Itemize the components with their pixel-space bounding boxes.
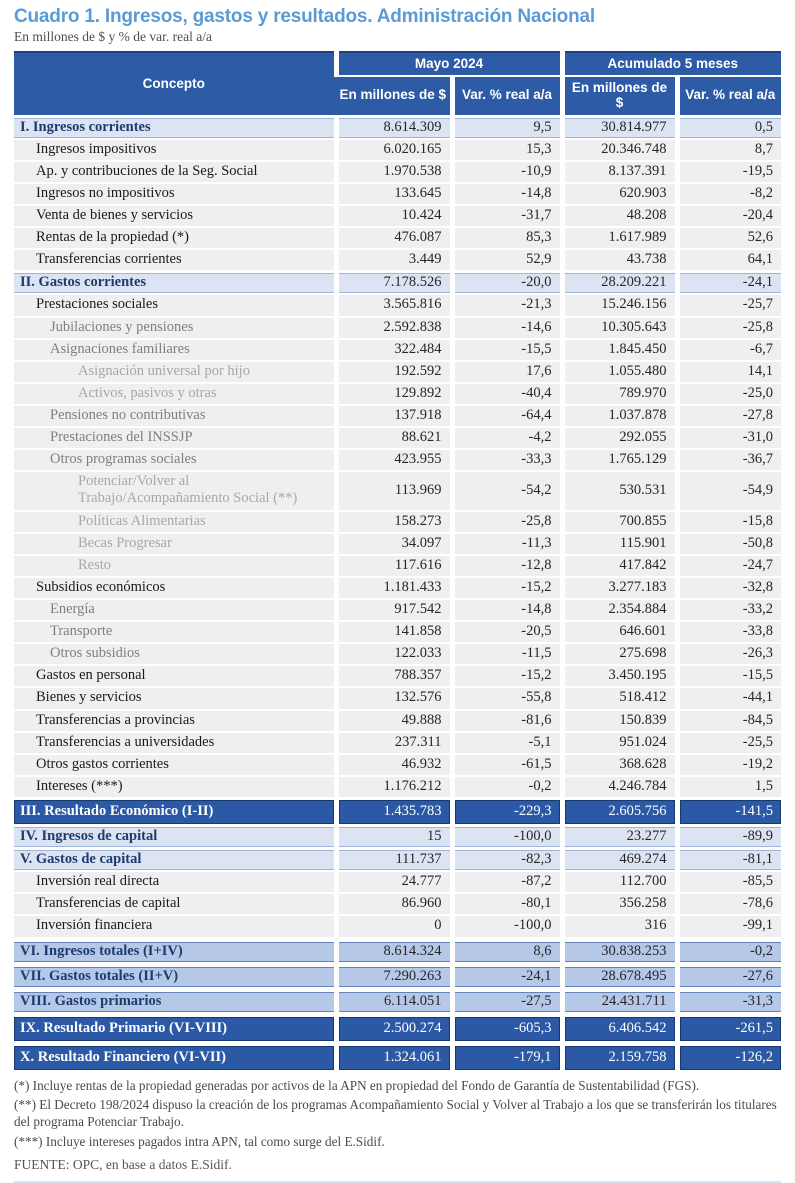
value-cell: -24,7: [677, 555, 781, 577]
concept-cell: III. Resultado Económico (I-II): [14, 798, 336, 825]
table-row: [14, 183, 781, 205]
value-cell: 111.737: [336, 849, 452, 872]
concept-cell: Gastos en personal: [14, 665, 336, 687]
concept-cell: X. Resultado Financiero (VI-VII): [14, 1044, 336, 1071]
concept-cell: Transferencias de capital: [14, 893, 336, 915]
value-cell: 1.181.433: [336, 577, 452, 599]
value-cell: 8.137.391: [562, 161, 677, 183]
value-cell: 1.037.878: [562, 405, 677, 427]
concept-cell: Transferencias corrientes: [14, 249, 336, 272]
value-cell: 88.621: [336, 427, 452, 449]
page-subtitle: En millones de $ y % de var. real a/a: [14, 29, 212, 44]
concept-cell: Transporte: [14, 621, 336, 643]
value-cell: -25,0: [677, 383, 781, 405]
value-cell: 1.324.061: [336, 1044, 452, 1071]
col-header-mayo-var: Var. % real a/a: [452, 76, 562, 117]
value-cell: 137.918: [336, 405, 452, 427]
table-row: [14, 427, 781, 449]
group-header-acumulado: Acumulado 5 meses: [562, 52, 781, 76]
value-cell: 8.614.309: [336, 116, 452, 139]
concept-cell: Políticas Alimentarias: [14, 511, 336, 533]
value-cell: -36,7: [677, 449, 781, 471]
value-cell: 2.592.838: [336, 317, 452, 339]
value-cell: 28.209.221: [562, 272, 677, 295]
value-cell: 951.024: [562, 732, 677, 754]
value-cell: 1.845.450: [562, 339, 677, 361]
value-cell: 150.839: [562, 710, 677, 732]
value-cell: -229,3: [452, 798, 562, 825]
value-cell: 620.903: [562, 183, 677, 205]
concept-cell: Energía: [14, 599, 336, 621]
value-cell: -81,6: [452, 710, 562, 732]
budget-table: [14, 51, 781, 1070]
concept-cell: IV. Ingresos de capital: [14, 826, 336, 849]
value-cell: -11,5: [452, 643, 562, 665]
value-cell: 3.565.816: [336, 294, 452, 316]
value-cell: 476.087: [336, 227, 452, 249]
value-cell: -27,5: [452, 989, 562, 1014]
value-cell: 122.033: [336, 643, 452, 665]
page-title: Cuadro 1. Ingresos, gastos y resultados. Administración Nacional: [14, 6, 595, 27]
value-cell: -31,3: [677, 989, 781, 1014]
value-cell: 7.290.263: [336, 964, 452, 989]
value-cell: -126,2: [677, 1044, 781, 1071]
value-cell: -54,9: [677, 471, 781, 510]
value-cell: -44,1: [677, 687, 781, 709]
value-cell: 15: [336, 826, 452, 849]
value-cell: 23.277: [562, 826, 677, 849]
value-cell: -84,5: [677, 710, 781, 732]
value-cell: -15,2: [452, 577, 562, 599]
value-cell: 15.246.156: [562, 294, 677, 316]
value-cell: -25,8: [452, 511, 562, 533]
value-cell: -64,4: [452, 405, 562, 427]
value-cell: -4,2: [452, 427, 562, 449]
value-cell: 1.970.538: [336, 161, 452, 183]
value-cell: 0,5: [677, 116, 781, 139]
value-cell: 3.449: [336, 249, 452, 272]
header-group-row: [14, 52, 781, 76]
value-cell: -40,4: [452, 383, 562, 405]
value-cell: 789.970: [562, 383, 677, 405]
value-cell: -0,2: [677, 939, 781, 964]
value-cell: 24.777: [336, 871, 452, 893]
value-cell: -100,0: [452, 826, 562, 849]
value-cell: -25,8: [677, 317, 781, 339]
value-cell: 49.888: [336, 710, 452, 732]
value-cell: -81,1: [677, 849, 781, 872]
value-cell: -261,5: [677, 1014, 781, 1043]
value-cell: 1.435.783: [336, 798, 452, 825]
value-cell: -87,2: [452, 871, 562, 893]
value-cell: -89,9: [677, 826, 781, 849]
value-cell: 530.531: [562, 471, 677, 510]
value-cell: 133.645: [336, 183, 452, 205]
value-cell: 86.960: [336, 893, 452, 915]
value-cell: 9,5: [452, 116, 562, 139]
value-cell: -19,2: [677, 754, 781, 776]
value-cell: 43.738: [562, 249, 677, 272]
concept-column-header: Concepto: [14, 52, 336, 116]
table-row: [14, 161, 781, 183]
value-cell: -24,1: [452, 964, 562, 989]
group-header-mayo: Mayo 2024: [336, 52, 562, 76]
value-cell: 112.700: [562, 871, 677, 893]
value-cell: -85,5: [677, 871, 781, 893]
table-row: [14, 533, 781, 555]
value-cell: 237.311: [336, 732, 452, 754]
value-cell: 10.424: [336, 205, 452, 227]
concept-cell: VIII. Gastos primarios: [14, 989, 336, 1014]
concept-cell: Ingresos impositivos: [14, 139, 336, 161]
value-cell: 1.617.989: [562, 227, 677, 249]
table-row: [14, 249, 781, 272]
table-row: [14, 871, 781, 893]
concept-cell: Jubilaciones y pensiones: [14, 317, 336, 339]
footnote-1: (*) Incluye rentas de la propiedad generadas por activos de la APN en propiedad del Fondo de Garantía de Sustentabilidad (FGS).: [14, 1078, 700, 1094]
value-cell: -5,1: [452, 732, 562, 754]
value-cell: -27,8: [677, 405, 781, 427]
table-row: [14, 776, 781, 799]
value-cell: 64,1: [677, 249, 781, 272]
value-cell: -15,2: [452, 665, 562, 687]
value-cell: 2.605.756: [562, 798, 677, 825]
value-cell: 129.892: [336, 383, 452, 405]
concept-cell: IX. Resultado Primario (VI-VIII): [14, 1014, 336, 1043]
table-row: [14, 732, 781, 754]
value-cell: 34.097: [336, 533, 452, 555]
concept-cell: Venta de bienes y servicios: [14, 205, 336, 227]
value-cell: -82,3: [452, 849, 562, 872]
value-cell: 52,9: [452, 249, 562, 272]
value-cell: -26,3: [677, 643, 781, 665]
value-cell: 8,6: [452, 939, 562, 964]
table-row: [14, 116, 781, 139]
value-cell: 17,6: [452, 361, 562, 383]
value-cell: 4.246.784: [562, 776, 677, 799]
value-cell: 356.258: [562, 893, 677, 915]
value-cell: 52,6: [677, 227, 781, 249]
concept-cell: Rentas de la propiedad (*): [14, 227, 336, 249]
value-cell: 30.814.977: [562, 116, 677, 139]
value-cell: -14,8: [452, 599, 562, 621]
value-cell: 788.357: [336, 665, 452, 687]
value-cell: 3.277.183: [562, 577, 677, 599]
concept-cell: Becas Progresar: [14, 533, 336, 555]
table-row: [14, 227, 781, 249]
value-cell: 115.901: [562, 533, 677, 555]
value-cell: 700.855: [562, 511, 677, 533]
table-row: [14, 665, 781, 687]
footnote-3: (***) Incluye intereses pagados intra APN, tal como surge del E.Sidif.: [14, 1133, 385, 1149]
value-cell: 10.305.643: [562, 317, 677, 339]
concept-cell: Asignación universal por hijo: [14, 361, 336, 383]
table-row: [14, 643, 781, 665]
col-header-acum-millones: En millones de $: [562, 76, 677, 117]
value-cell: 132.576: [336, 687, 452, 709]
value-cell: -20,0: [452, 272, 562, 295]
table-row: [14, 893, 781, 915]
table-row: [14, 205, 781, 227]
value-cell: -11,3: [452, 533, 562, 555]
value-cell: -27,6: [677, 964, 781, 989]
concept-cell: Transferencias a provincias: [14, 710, 336, 732]
value-cell: -8,2: [677, 183, 781, 205]
concept-cell: Prestaciones sociales: [14, 294, 336, 316]
value-cell: -61,5: [452, 754, 562, 776]
value-cell: 423.955: [336, 449, 452, 471]
value-cell: 1.765.129: [562, 449, 677, 471]
table-row: [14, 361, 781, 383]
value-cell: -24,1: [677, 272, 781, 295]
table-row: [14, 555, 781, 577]
value-cell: 1,5: [677, 776, 781, 799]
value-cell: 14,1: [677, 361, 781, 383]
concept-cell: Inversión financiera: [14, 915, 336, 939]
table-row: [14, 1044, 781, 1071]
table-row: [14, 294, 781, 316]
value-cell: 20.346.748: [562, 139, 677, 161]
table-row: [14, 383, 781, 405]
table-row: [14, 710, 781, 732]
value-cell: 292.055: [562, 427, 677, 449]
value-cell: -10,9: [452, 161, 562, 183]
value-cell: 7.178.526: [336, 272, 452, 295]
concept-cell: V. Gastos de capital: [14, 849, 336, 872]
value-cell: 275.698: [562, 643, 677, 665]
value-cell: 518.412: [562, 687, 677, 709]
value-cell: 322.484: [336, 339, 452, 361]
value-cell: 192.592: [336, 361, 452, 383]
value-cell: -179,1: [452, 1044, 562, 1071]
bottom-divider: [14, 1181, 781, 1183]
value-cell: -55,8: [452, 687, 562, 709]
value-cell: 158.273: [336, 511, 452, 533]
value-cell: -99,1: [677, 915, 781, 939]
concept-cell: Resto: [14, 555, 336, 577]
value-cell: -15,8: [677, 511, 781, 533]
table-row: [14, 939, 781, 964]
value-cell: 8,7: [677, 139, 781, 161]
value-cell: -33,2: [677, 599, 781, 621]
concept-cell: Intereses (***): [14, 776, 336, 799]
value-cell: 85,3: [452, 227, 562, 249]
concept-cell: Potenciar/Volver al Trabajo/Acompañamiento Social (**): [14, 471, 336, 510]
table-row: [14, 621, 781, 643]
value-cell: 46.932: [336, 754, 452, 776]
concept-cell: Bienes y servicios: [14, 687, 336, 709]
value-cell: 28.678.495: [562, 964, 677, 989]
value-cell: -80,1: [452, 893, 562, 915]
concept-cell: VII. Gastos totales (II+V): [14, 964, 336, 989]
table-body: [14, 116, 781, 1070]
table-row: [14, 577, 781, 599]
concept-cell: Otros subsidios: [14, 643, 336, 665]
concept-cell: Asignaciones familiares: [14, 339, 336, 361]
value-cell: 24.431.711: [562, 989, 677, 1014]
value-cell: -54,2: [452, 471, 562, 510]
footnote-2: (**) El Decreto 198/2024 dispuso la creación de los programas Acompañamiento Social y Volver al Trabajo a los que se transferirán los titulares del programa Potenciar Trabajo.: [14, 1097, 777, 1130]
value-cell: 6.406.542: [562, 1014, 677, 1043]
value-cell: 30.838.253: [562, 939, 677, 964]
value-cell: 316: [562, 915, 677, 939]
table-row: [14, 405, 781, 427]
value-cell: 2.354.884: [562, 599, 677, 621]
concept-cell: II. Gastos corrientes: [14, 272, 336, 295]
value-cell: 6.114.051: [336, 989, 452, 1014]
value-cell: -78,6: [677, 893, 781, 915]
value-cell: -15,5: [452, 339, 562, 361]
concept-cell: Inversión real directa: [14, 871, 336, 893]
value-cell: 1.176.212: [336, 776, 452, 799]
concept-cell: Activos, pasivos y otras: [14, 383, 336, 405]
value-cell: 48.208: [562, 205, 677, 227]
col-header-acum-var: Var. % real a/a: [677, 76, 781, 117]
table-row: [14, 989, 781, 1014]
table-row: [14, 826, 781, 849]
concept-cell: Prestaciones del INSSJP: [14, 427, 336, 449]
table-row: [14, 471, 781, 510]
value-cell: -25,7: [677, 294, 781, 316]
value-cell: 3.450.195: [562, 665, 677, 687]
table-row: [14, 317, 781, 339]
value-cell: -20,5: [452, 621, 562, 643]
value-cell: 0: [336, 915, 452, 939]
value-cell: 1.055.480: [562, 361, 677, 383]
value-cell: -141,5: [677, 798, 781, 825]
value-cell: 113.969: [336, 471, 452, 510]
value-cell: -33,8: [677, 621, 781, 643]
value-cell: 6.020.165: [336, 139, 452, 161]
table-row: [14, 139, 781, 161]
value-cell: -20,4: [677, 205, 781, 227]
table-row: [14, 449, 781, 471]
table-row: [14, 754, 781, 776]
concept-cell: Transferencias a universidades: [14, 732, 336, 754]
value-cell: -19,5: [677, 161, 781, 183]
value-cell: -33,3: [452, 449, 562, 471]
concept-cell: I. Ingresos corrientes: [14, 116, 336, 139]
col-header-mayo-millones: En millones de $: [336, 76, 452, 117]
concept-cell: Otros programas sociales: [14, 449, 336, 471]
table-row: [14, 511, 781, 533]
value-cell: -15,5: [677, 665, 781, 687]
value-cell: 15,3: [452, 139, 562, 161]
value-cell: 917.542: [336, 599, 452, 621]
value-cell: -21,3: [452, 294, 562, 316]
value-cell: -31,7: [452, 205, 562, 227]
value-cell: -14,6: [452, 317, 562, 339]
value-cell: 469.274: [562, 849, 677, 872]
concept-cell: Ap. y contribuciones de la Seg. Social: [14, 161, 336, 183]
value-cell: 8.614.324: [336, 939, 452, 964]
value-cell: 417.842: [562, 555, 677, 577]
value-cell: 646.601: [562, 621, 677, 643]
value-cell: -100,0: [452, 915, 562, 939]
value-cell: -6,7: [677, 339, 781, 361]
concept-cell: Ingresos no impositivos: [14, 183, 336, 205]
table-row: [14, 599, 781, 621]
footnotes: [14, 1077, 781, 1150]
table-row: [14, 1014, 781, 1043]
table-header: [14, 52, 781, 116]
concept-cell: Subsidios económicos: [14, 577, 336, 599]
value-cell: -12,8: [452, 555, 562, 577]
table-row: [14, 915, 781, 939]
value-cell: 141.858: [336, 621, 452, 643]
value-cell: 2.500.274: [336, 1014, 452, 1043]
value-cell: 368.628: [562, 754, 677, 776]
concept-cell: VI. Ingresos totales (I+IV): [14, 939, 336, 964]
table-row: [14, 272, 781, 295]
value-cell: -605,3: [452, 1014, 562, 1043]
value-cell: -31,0: [677, 427, 781, 449]
value-cell: -0,2: [452, 776, 562, 799]
concept-cell: Otros gastos corrientes: [14, 754, 336, 776]
value-cell: -50,8: [677, 533, 781, 555]
value-cell: -32,8: [677, 577, 781, 599]
value-cell: 117.616: [336, 555, 452, 577]
table-row: [14, 798, 781, 825]
table-row: [14, 687, 781, 709]
value-cell: -25,5: [677, 732, 781, 754]
value-cell: -14,8: [452, 183, 562, 205]
source-line: FUENTE: OPC, en base a datos E.Sidif.: [14, 1156, 232, 1172]
table-row: [14, 964, 781, 989]
concept-cell: Pensiones no contributivas: [14, 405, 336, 427]
table-row: [14, 849, 781, 872]
value-cell: 2.159.758: [562, 1044, 677, 1071]
table-row: [14, 339, 781, 361]
